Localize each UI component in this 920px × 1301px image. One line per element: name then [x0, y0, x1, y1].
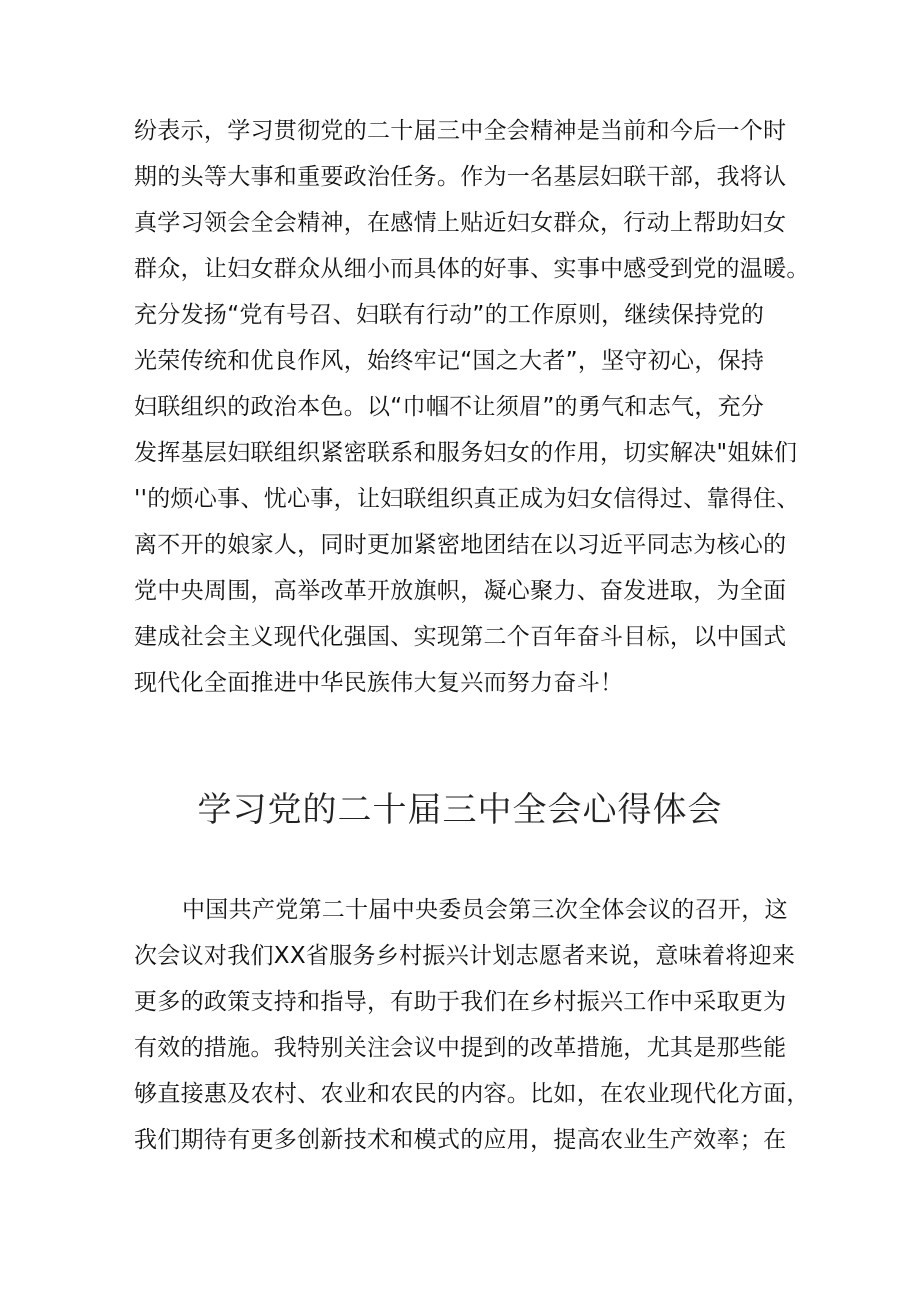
paragraph-line: 期的头等大事和重要政治任务。作为一名基层妇联干部，我将认	[134, 164, 787, 190]
paragraph-line: 群众，让妇女群众从细小而具体的好事、实事中感受到党的温暖。	[134, 256, 810, 282]
paragraph-2	[134, 887, 814, 1163]
paragraph-line: 妇联组织的政治本色。以“巾帼不让须眉”的勇气和志气，充分	[134, 394, 765, 420]
paragraph-line: 党中央周围，高举改革开放旗帜，凝心聚力、奋发进取，为全面	[134, 578, 787, 604]
paragraph-line: 光荣传统和优良作风，始终牢记“国之大者”，坚守初心，保持	[134, 348, 765, 374]
paragraph-line: 建成社会主义现代化强国、实现第二个百年奋斗目标，以中国式	[134, 624, 787, 650]
paragraph-line: 发挥基层妇联组织紧密联系和服务妇女的作用，切实解决"姐妹们	[134, 440, 798, 466]
paragraph-line: 真学习领会全会精神，在感情上贴近妇女群众，行动上帮助妇女	[134, 210, 787, 236]
paragraph-line: 更多的政策支持和指导，有助于我们在乡村振兴工作中采取更为	[134, 989, 787, 1015]
paragraph-line: 有效的措施。我特别关注会议中提到的改革措施，尤其是那些能	[134, 1035, 787, 1061]
section-title: 学习党的二十届三中全会心得体会	[197, 790, 723, 830]
paragraph-1	[134, 108, 814, 706]
paragraph-line: ''的烦心事、忧心事，让妇联组织真正成为妇女信得过、靠得住、	[134, 486, 800, 512]
paragraph-line: 纷表示，学习贯彻党的二十届三中全会精神是当前和今后一个时	[134, 118, 787, 144]
paragraph-line: 离不开的娘家人，同时更加紧密地团结在以习近平同志为核心的	[134, 532, 787, 558]
paragraph-line: 够直接惠及农村、农业和农民的内容。比如，在农业现代化方面，	[134, 1081, 810, 1107]
paragraph-line: 现代化全面推进中华民族伟大复兴而努力奋斗！	[134, 670, 624, 696]
paragraph-line: 次会议对我们XX省服务乡村振兴计划志愿者来说，意味着将迎来	[134, 943, 796, 969]
paragraph-line: 我们期待有更多创新技术和模式的应用，提高农业生产效率；在	[134, 1127, 787, 1153]
paragraph-line: 充分发扬“党有号召、妇联有行动”的工作原则，继续保持党的	[134, 302, 765, 328]
paragraph-line: 中国共产党第二十届中央委员会第三次全体会议的召开，这	[182, 897, 788, 923]
